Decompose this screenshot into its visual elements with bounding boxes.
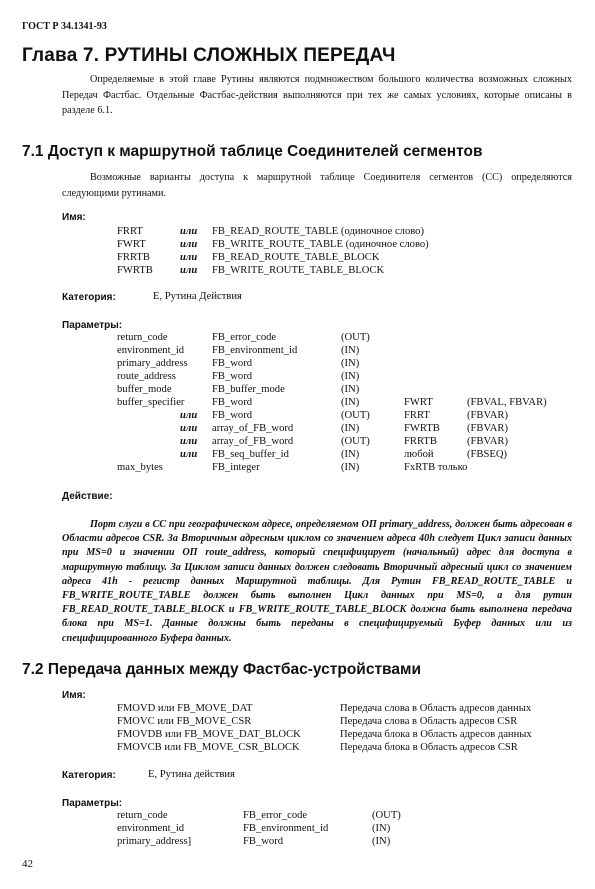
param-name: или	[180, 449, 198, 460]
param-value: (FBVAR)	[467, 410, 509, 421]
table-row	[0, 371, 595, 385]
name-or: или	[180, 252, 198, 263]
param-name: или	[180, 436, 198, 447]
category-label: Категория:	[62, 770, 116, 781]
param-dir: (OUT)	[341, 410, 370, 421]
name-short: FWRTB	[117, 265, 153, 276]
table-row	[0, 345, 595, 359]
table-row	[0, 823, 595, 837]
param-type: FB_word	[212, 397, 253, 408]
param-dir: (IN)	[341, 462, 360, 473]
table-row	[0, 397, 595, 411]
list-item	[0, 265, 595, 279]
param-name: buffer_mode	[117, 384, 172, 395]
param-routine: любой	[404, 449, 434, 460]
param-name: return_code	[117, 810, 168, 821]
name-full: FB_READ_ROUTE_TABLE_BLOCK	[212, 252, 380, 263]
param-routine: FRRTB	[404, 436, 437, 447]
param-name: return_code	[117, 332, 168, 343]
section-7-1-title: 7.1 Доступ к маршрутной таблице Соединителей сегментов	[22, 143, 483, 160]
table-row	[0, 423, 595, 437]
param-value: (FBSEQ)	[467, 449, 508, 460]
param-type: FB_integer	[212, 462, 260, 473]
table-row	[0, 358, 595, 372]
param-dir: (IN)	[341, 397, 360, 408]
param-dir: (IN)	[341, 358, 360, 369]
param-name: environment_id	[117, 823, 185, 834]
param-type: FB_environment_id	[243, 823, 329, 834]
param-type: FB_error_code	[243, 810, 308, 821]
chapter-title: Глава 7. РУТИНЫ СЛОЖНЫХ ПЕРЕДАЧ	[22, 45, 396, 66]
list-item	[0, 716, 595, 730]
table-row	[0, 449, 595, 463]
param-dir: (IN)	[341, 449, 360, 460]
name-full: FB_WRITE_ROUTE_TABLE (одиночное слово)	[212, 239, 429, 250]
param-value: (FBVAR)	[467, 436, 509, 447]
routine-name: FMOVCB или FB_MOVE_CSR_BLOCK	[117, 742, 300, 753]
param-dir: (IN)	[372, 836, 391, 847]
param-name: или	[180, 423, 198, 434]
list-item	[0, 226, 595, 240]
name-label: Имя:	[62, 690, 86, 701]
list-item	[0, 239, 595, 253]
list-item	[0, 729, 595, 743]
name-short: FRRT	[117, 226, 143, 237]
name-full: FB_READ_ROUTE_TABLE (одиночное слово)	[212, 226, 425, 237]
category-value: Е, Рутина действия	[148, 769, 235, 780]
table-row	[0, 436, 595, 450]
routine-name: FMOVC или FB_MOVE_CSR	[117, 716, 252, 727]
param-routine: FWRTB	[404, 423, 440, 434]
action-label: Действие:	[62, 491, 113, 502]
param-type: FB_environment_id	[212, 345, 298, 356]
name-label: Имя:	[62, 212, 86, 223]
params-label: Параметры:	[62, 798, 123, 809]
routine-name: FMOVDB или FB_MOVE_DAT_BLOCK	[117, 729, 301, 740]
category-label: Категория:	[62, 292, 116, 303]
param-value: (FBVAL, FBVAR)	[467, 397, 547, 408]
standard-header: ГОСТ Р 34.1341-93	[22, 21, 107, 32]
param-type: array_of_FB_word	[212, 436, 294, 447]
name-or: или	[180, 265, 198, 276]
param-routine: FRRT	[404, 410, 430, 421]
name-or: или	[180, 239, 198, 250]
param-routine: FWRT	[404, 397, 433, 408]
category-value: Е, Рутина Действия	[153, 291, 242, 302]
param-name: max_bytes	[117, 462, 163, 473]
param-dir: (OUT)	[372, 810, 401, 821]
param-name: buffer_specifier	[117, 397, 185, 408]
param-routine: FxRTB только	[404, 462, 468, 473]
name-short: FWRT	[117, 239, 146, 250]
param-type: FB_seq_buffer_id	[212, 449, 289, 460]
table-row	[0, 410, 595, 424]
table-row	[0, 462, 595, 476]
param-name: route_address	[117, 371, 176, 382]
param-type: FB_word	[212, 410, 253, 421]
name-short: FRRTB	[117, 252, 150, 263]
param-dir: (IN)	[341, 371, 360, 382]
table-row	[0, 836, 595, 850]
param-type: array_of_FB_word	[212, 423, 294, 434]
routine-desc: Передача слова в Область адресов CSR	[340, 716, 518, 727]
routine-desc: Передача блока в Область адресов данных	[340, 729, 532, 740]
param-value: (FBVAR)	[467, 423, 509, 434]
params-label: Параметры:	[62, 320, 123, 331]
table-row	[0, 384, 595, 398]
param-type: FB_word	[243, 836, 284, 847]
param-dir: (IN)	[341, 384, 360, 395]
param-type: FB_error_code	[212, 332, 277, 343]
param-name: environment_id	[117, 345, 185, 356]
routine-desc: Передача слова в Область адресов данных	[340, 703, 532, 714]
section-7-2-title: 7.2 Передача данных между Фастбас-устройствами	[22, 661, 421, 678]
param-type: FB_word	[212, 371, 253, 382]
routine-desc: Передача блока в Область адресов CSR	[340, 742, 518, 753]
param-dir: (OUT)	[341, 436, 370, 447]
list-item	[0, 252, 595, 266]
param-dir: (IN)	[341, 345, 360, 356]
table-row	[0, 810, 595, 824]
name-or: или	[180, 226, 198, 237]
table-row	[0, 332, 595, 346]
param-dir: (IN)	[341, 423, 360, 434]
param-type: FB_word	[212, 358, 253, 369]
routine-name: FMOVD или FB_MOVE_DAT	[117, 703, 253, 714]
name-full: FB_WRITE_ROUTE_TABLE_BLOCK	[212, 265, 385, 276]
action-paragraph: Порт слуги в СС при географическом адресе, определяемом ОП primary_address, должен быть адресован в Области адресов CSR. За Вторичным адресным циклом со значением адреса 40h следует Цикл записи данных при MS=0 и значении ОП route_address, который специфицирует (начальный) адрес для доступа в маршрутную таблицу. За Циклом записи данных должен следовать Вторичный адресный цикл со значением адреса 41h - регистр данных Маршрутной таблицы. Для Рутин FB_READ_ROUTE_TABLE и FB_WRITE_ROUTE_TABLE должен быть выполнен Цикл данных при MS=0, а для рутин FB_READ_ROUTE_TABLE_BLOCK и FB_WRITE_ROUTE_TABLE_BLOCK должна быть выполнена передача блока при MS=1. Данные должны быть переданы в специфицируемый Буфер данных или из специфицированного Буфера данных.	[62, 519, 572, 644]
list-item	[0, 703, 595, 717]
page-number: 42	[22, 858, 33, 870]
param-name: primary_address	[117, 358, 188, 369]
chapter-intro: Определяемые в этой главе Рутины являются подмножеством большого количества возможных сложных Передач Фастбас. Отдельные Фастбас-действия выполняются при тех же самых условиях, которые описаны в разделе 6.1.	[62, 74, 572, 116]
param-name: primary_address]	[117, 836, 192, 847]
list-item	[0, 742, 595, 756]
section-7-1-intro: Возможные варианты доступа к маршрутной таблице Соединителя сегментов (СС) определяются следующими рутинами.	[62, 172, 572, 199]
param-dir: (OUT)	[341, 332, 370, 343]
param-type: FB_buffer_mode	[212, 384, 285, 395]
param-name: или	[180, 410, 198, 421]
param-dir: (IN)	[372, 823, 391, 834]
